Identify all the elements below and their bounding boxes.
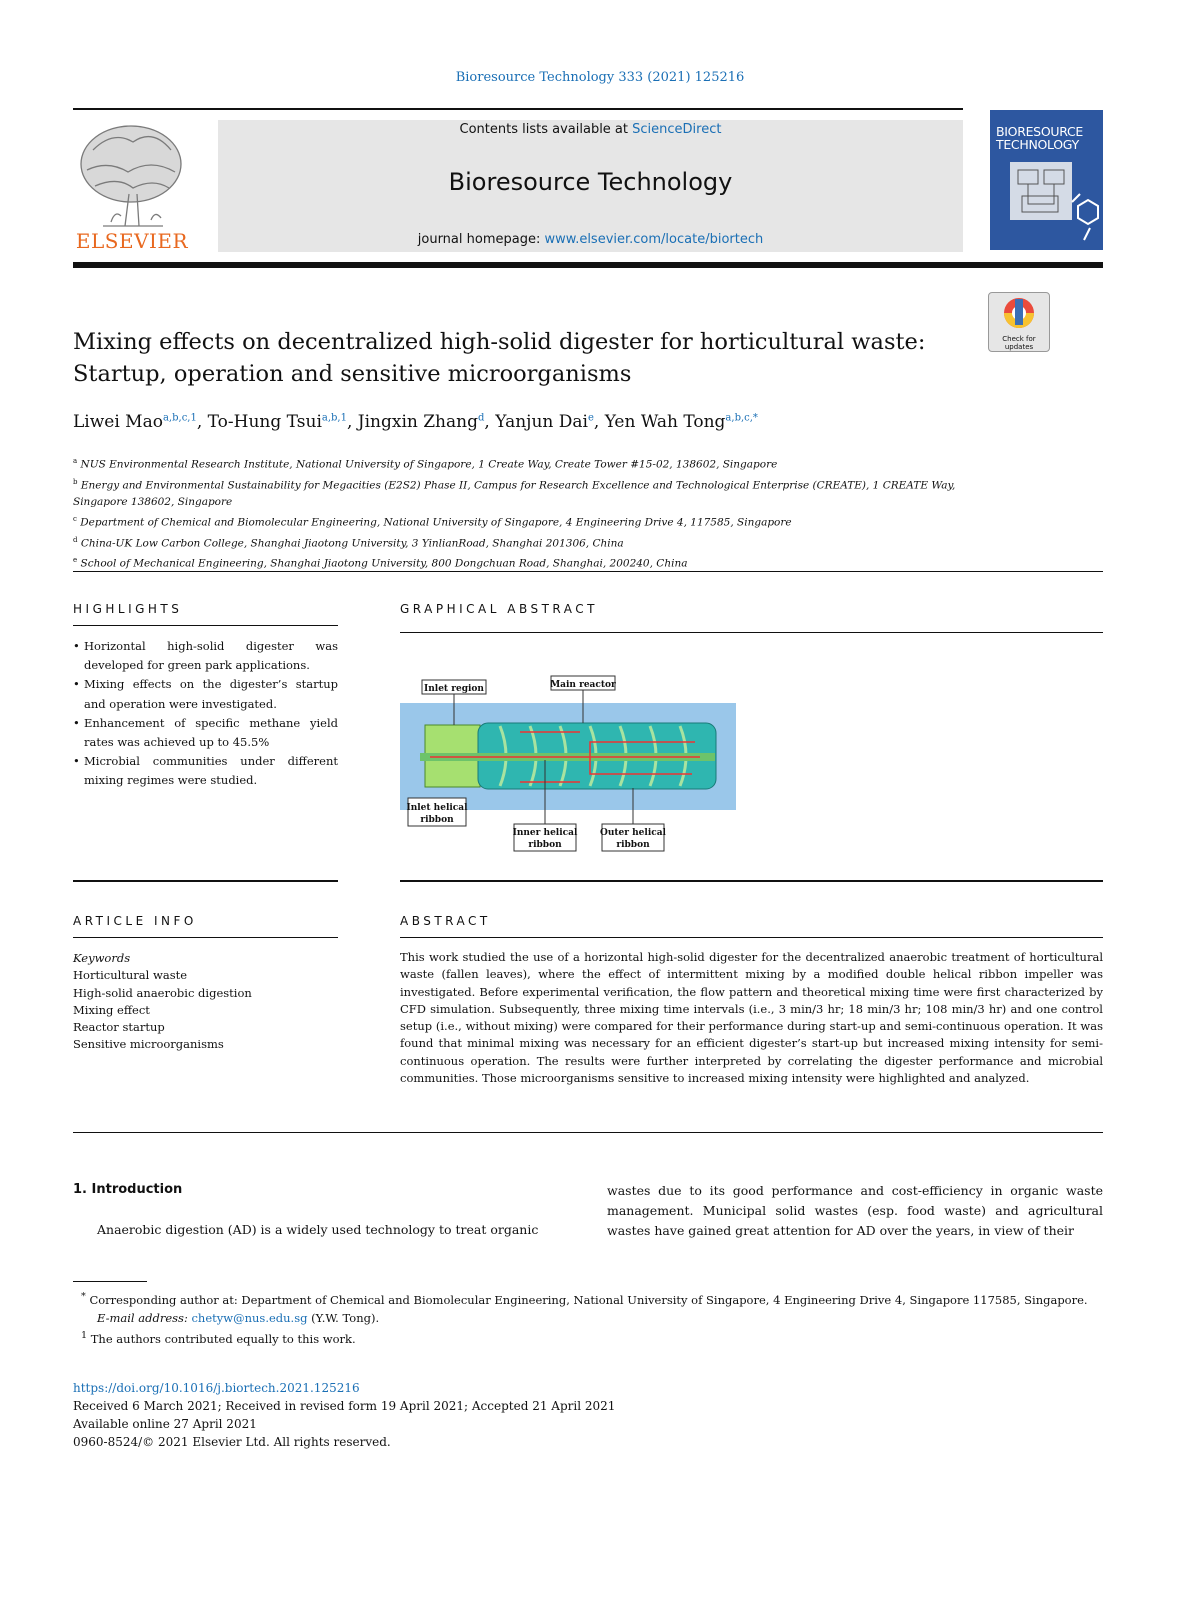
author-separator: , [196,412,208,432]
homepage-line [218,232,963,247]
abstract-heading: ABSTRACT [400,914,491,928]
author-list [73,412,1073,432]
highlight-item: • Enhancement of specific methane yield rates was achieved up to 45.5% [73,714,338,752]
affiliation-label: a [73,457,78,465]
header-top-rule [73,108,963,110]
section-divider [400,880,1103,882]
received-dates: Received 6 March 2021; Received in revised form 19 April 2021; Accepted 21 April 2021 [73,1399,616,1413]
corresponding-mark: * [81,1291,86,1302]
graphical-abstract-heading: GRAPHICAL ABSTRACT [400,602,598,616]
author-separator: , [346,412,358,432]
crossmark-icon [989,293,1049,333]
inner-ribbon-label-2: ribbon [528,840,562,850]
footnotes [73,1288,1103,1348]
keyword-item: Sensitive microorganisms [73,1037,224,1052]
highlights-list [73,637,338,791]
article-title-line-1: Mixing effects on decentralized high-solid digester for horticultural waste: [73,329,926,355]
check-for-updates-button[interactable] [988,292,1050,352]
affiliation-item [73,532,1113,553]
doi-link[interactable]: https://doi.org/10.1016/j.biortech.2021.125216 [73,1381,360,1395]
sciencedirect-link[interactable]: ScienceDirect [632,122,722,137]
email-label: E-mail address: [97,1310,188,1325]
affiliation-text: Energy and Environmental Sustainability for Megacities (E2S2) Phase II, Campus for Research Excellence and Technological Enterprise (CREATE), 1 CREATE Way, [80,479,956,491]
journal-reference-link[interactable]: Bioresource Technology 333 (2021) 125216 [455,70,745,85]
section-divider [73,1132,1103,1133]
equal-contribution-note [73,1327,1103,1348]
outer-ribbon-label-1: Outer helical [600,828,666,838]
affiliation-item [73,552,1113,573]
affiliation-item [73,453,1113,474]
article-title-line-2: Startup, operation and sensitive microorganisms [73,361,632,387]
elsevier-wordmark: ELSEVIER [75,229,189,253]
corresponding-text: Corresponding author at: Department of Chemical and Biomolecular Engineering, National University of Singapore, 4 Engineering Drive 4, Singapore 117585, Singapore. [89,1292,1088,1307]
keywords-label: Keywords [73,951,131,965]
affiliation-text: China-UK Low Carbon College, Shanghai Jiaotong University, 3 YinlianRoad, Shanghai 201306, China [80,537,624,549]
keyword-item: Mixing effect [73,1002,150,1017]
section-divider [73,880,338,882]
cover-artwork [990,154,1103,250]
affiliation-label: b [73,477,78,486]
outer-ribbon-label-2: ribbon [616,840,650,850]
author-name[interactable]: Yanjun Dai [495,412,588,432]
affiliation-item [73,474,1113,495]
highlights-rule [73,625,338,626]
homepage-link[interactable]: www.elsevier.com/locate/biortech [544,232,764,247]
author-affiliation-marks[interactable]: d [477,412,485,424]
email-suffix: (Y.W. Tong). [311,1310,380,1325]
equal-mark: 1 [81,1329,88,1341]
author-name[interactable]: To-Hung Tsui [207,412,322,432]
introduction-column-1: Anaerobic digestion (AD) is a widely used technology to treat organic [97,1222,539,1237]
abstract-rule [400,937,1103,938]
email-link[interactable]: chetyw@nus.edu.sg [191,1310,308,1325]
highlight-item: • Mixing effects on the digester’s startup and operation were investigated. [73,675,338,713]
contents-line [218,122,963,137]
keyword-item: High-solid anaerobic digestion [73,985,252,1000]
copyright: 0960-8524/© 2021 Elsevier Ltd. All rights reserved. [73,1435,391,1449]
author-separator: , [484,412,496,432]
homepage-prefix: journal homepage: [417,232,541,247]
author-name[interactable]: Jingxin Zhang [357,412,478,432]
author-affiliation-marks[interactable]: a,b,1 [321,412,347,424]
affiliation-text: NUS Environmental Research Institute, National University of Singapore, 1 Create Way, Create Tower #15-02, 138602, Singapore [80,458,778,471]
graphical-abstract-figure[interactable] [400,660,736,855]
author-affiliation-marks[interactable]: e [587,412,594,424]
contents-prefix: Contents lists available at [459,122,628,137]
highlight-item: • Horizontal high-solid digester was developed for green park applications. [73,637,338,675]
journal-name: Bioresource Technology [448,168,733,196]
available-online: Available online 27 April 2021 [73,1417,257,1431]
author-name[interactable]: Yen Wah Tong [604,412,726,432]
affiliation-label: d [73,535,78,544]
keyword-item: Horticultural waste [73,968,188,983]
footnote-rule [73,1281,147,1282]
publication-info [73,1379,873,1451]
affiliation-text: Department of Chemical and Biomolecular Engineering, National University of Singapore, 4 Engineering Drive 4, 117585, Singapore [80,516,792,529]
keyword-item: Reactor startup [73,1020,165,1035]
crossmark-label: Check for updates [1002,335,1036,351]
abstract-text: This work studied the use of a horizontal high-solid digester for the decentralized anaerobic treatment of horticultural waste (fallen leaves), where the effect of intermittent mixing by a modified double helical ribbon impeller was investigated. Before experimental verification, the flow pattern and theoretical mixing time were first characterized by CFD simulation. Subsequently, three mixing time intervals (i.e., 3 min/3 hr; 18 min/3 hr; 108 min/3 hr) and one control setup (i.e., without mixing) were compared for their performance during start-up and semi-continuous operation. It was found that minimal mixing was necessary for an efficient digester’s start-up but increased mixing intensity for semi-continuous operation. The results were further interpreted by correlating the digester performance and microbial communities. Those microorganisms sensitive to increased mixing intensity were highlighted and analyzed. [400,950,1103,1086]
author-separator: , [593,412,605,432]
highlight-item: • Microbial communities under different mixing regimes were studied. [73,752,338,790]
introduction-heading: 1. Introduction [73,1182,183,1197]
highlights-heading: HIGHLIGHTS [73,602,183,616]
section-divider [73,571,1103,572]
author-affiliation-marks[interactable]: a,b,c,1 [162,412,197,424]
author-affiliation-marks[interactable]: a,b,c,* [725,412,758,424]
affiliation-list [73,453,1113,573]
header-thick-rule [73,262,1103,268]
article-title [73,326,973,390]
equal-text: The authors contributed equally to this work. [90,1331,356,1346]
affiliation-label: e [73,556,78,564]
article-info-rule [73,937,338,938]
article-info-heading: ARTICLE INFO [73,914,197,928]
author-name[interactable]: Liwei Mao [73,412,163,432]
affiliation-label: c [73,515,77,523]
email-note [73,1309,1103,1327]
graphical-abstract-rule [400,632,1103,633]
affiliation-text: School of Mechanical Engineering, Shanghai Jiaotong University, 800 Dongchuan Road, Shanghai, 200240, China [80,557,688,570]
inlet-ribbon-label-2: ribbon [420,815,454,825]
main-reactor-label: Main reactor [550,680,616,690]
cover-title: BIORESOURCE TECHNOLOGY [996,124,1083,152]
journal-cover-thumbnail[interactable] [990,110,1103,250]
keywords-block [73,950,343,1054]
affiliation-item [73,511,1113,532]
affiliation-item [73,494,1113,511]
introduction-column-2: wastes due to its good performance and cost-efficiency in organic waste management. Municipal solid wastes (esp. food waste) and agricultural wastes have gained great attention for AD over the years, in view of their [607,1183,1103,1238]
corresponding-author-note [73,1288,1103,1309]
affiliation-text: Singapore 138602, Singapore [73,496,233,508]
inner-ribbon-label-1: Inner helical [512,828,578,838]
inlet-region-label: Inlet region [424,684,484,694]
inlet-ribbon-label-1: Inlet helical [406,803,468,813]
